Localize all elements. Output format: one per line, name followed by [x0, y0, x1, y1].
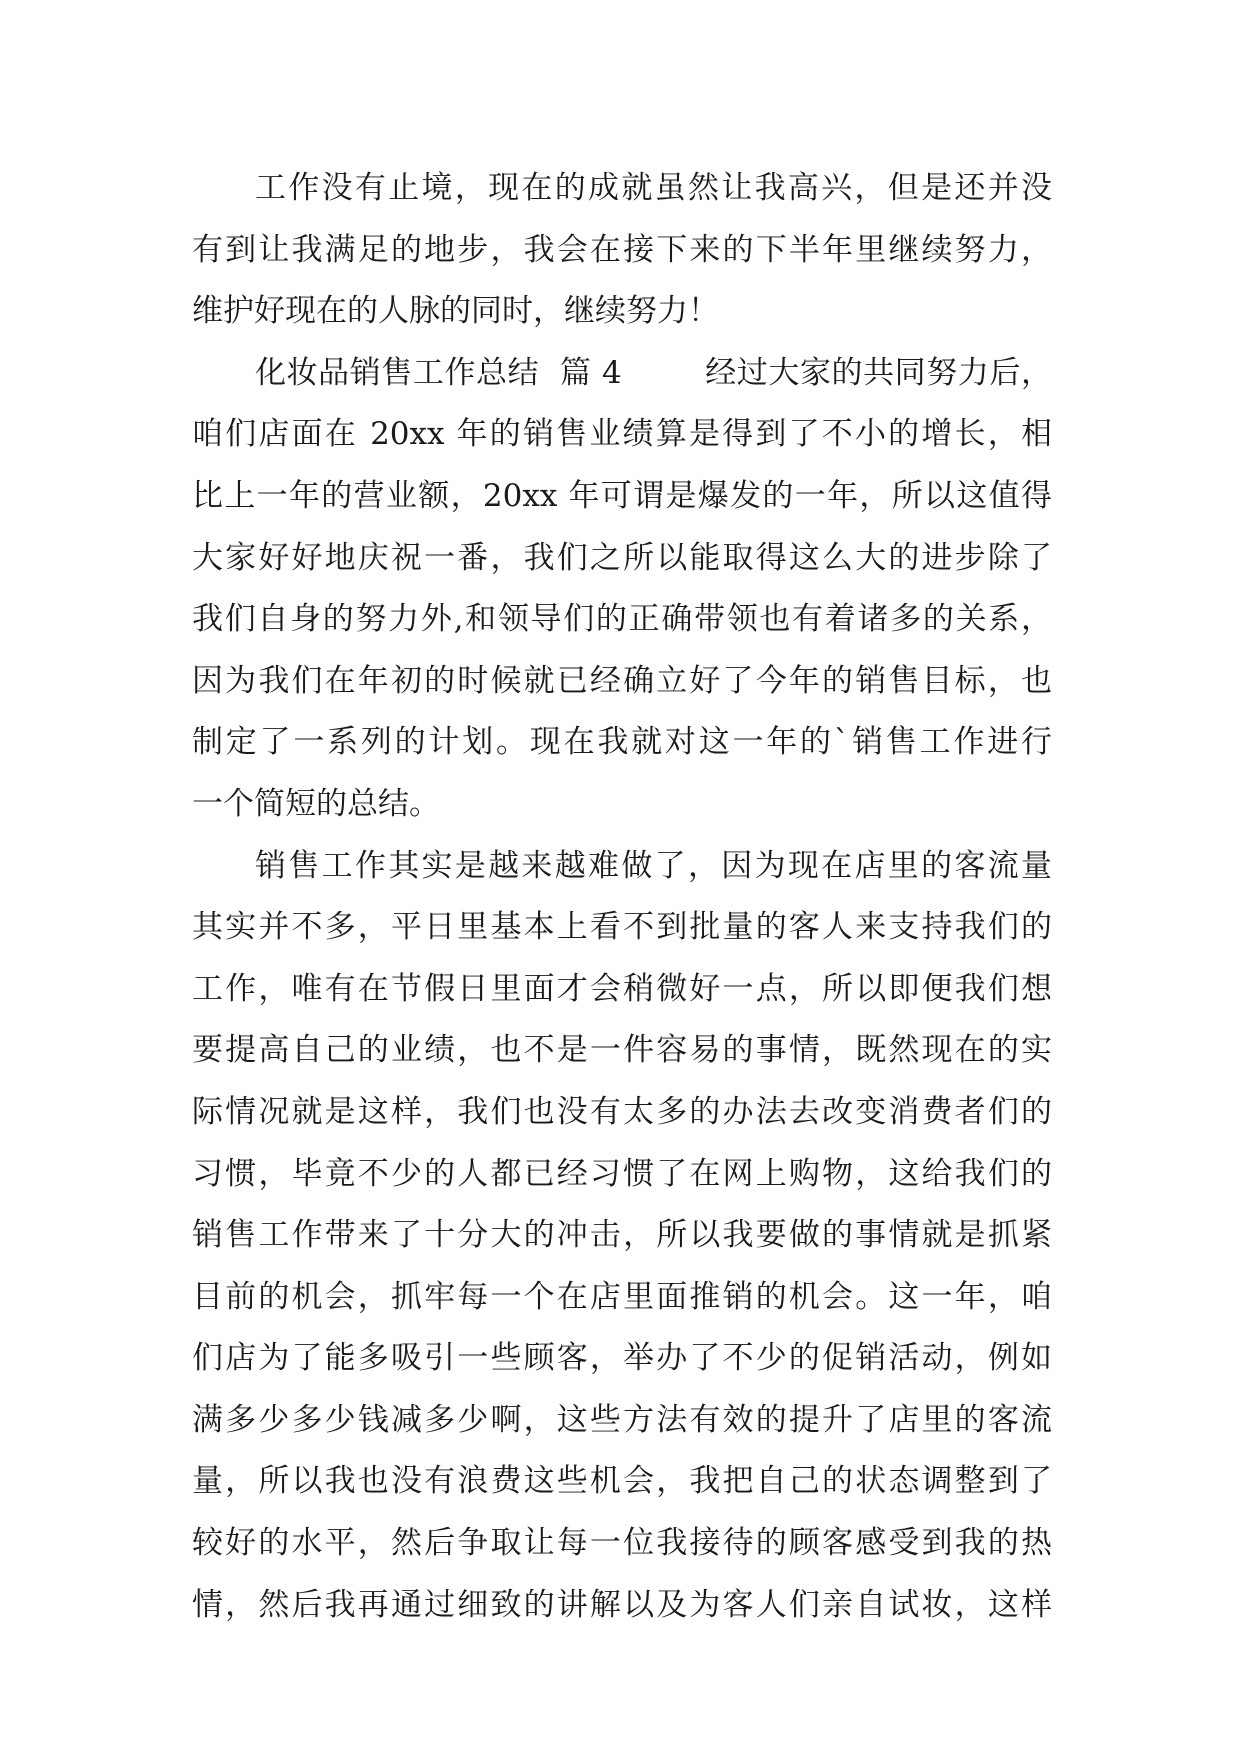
text-line: 销售工作其实是越来越难做了，因为现在店里的客流量 — [255, 847, 1052, 884]
text-line: 其实并不多，平日里基本上看不到批量的客人来支持我们的 — [192, 909, 1052, 946]
text-line: 工作，唯有在节假日里面才会稍微好一点，所以即便我们想 — [192, 970, 1052, 1007]
text-line: 要提高自己的业绩，也不是一件容易的事情，既然现在的实 — [192, 1032, 1052, 1069]
paragraph — [192, 158, 1052, 343]
text-line: 一个简短的总结。 — [192, 785, 440, 822]
text-line: 工作没有止境，现在的成就虽然让我高兴，但是还并没 — [255, 170, 1052, 206]
section-heading-line: 化妆品销售工作总结 篇 4 经过大家的共同努力后， — [255, 354, 1052, 391]
text-line: 大家好好地庆祝一番，我们之所以能取得这么大的进步除了 — [192, 539, 1052, 576]
text-line: 因为我们在年初的时候就已经确立好了今年的销售目标，也 — [192, 662, 1052, 699]
text-line: 比上一年的营业额，20xx 年可谓是爆发的一年，所以这值得 — [192, 477, 1052, 514]
text-line: 满多少多少钱减多少啊，这些方法有效的提升了店里的客流 — [192, 1401, 1052, 1438]
text-line: 咱们店面在 20xx 年的销售业绩算是得到了不小的增长，相 — [192, 416, 1052, 453]
document-body — [192, 158, 1052, 1636]
text-line: 量，所以我也没有浪费这些机会，我把自己的状态调整到了 — [192, 1463, 1052, 1500]
text-line: 习惯，毕竟不少的人都已经习惯了在网上购物，这给我们的 — [192, 1155, 1052, 1192]
text-line: 较好的水平，然后争取让每一位我接待的顾客感受到我的热 — [192, 1525, 1052, 1562]
text-line: 制定了一系列的计划。现在我就对这一年的`销售工作进行 — [192, 724, 1052, 761]
text-line: 们店为了能多吸引一些顾客，举办了不少的促销活动，例如 — [192, 1340, 1052, 1377]
text-line: 销售工作带来了十分大的冲击，所以我要做的事情就是抓紧 — [192, 1217, 1052, 1254]
paragraph — [192, 343, 1052, 836]
text-line: 情，然后我再通过细致的讲解以及为客人们亲自试妆，这样 — [192, 1586, 1052, 1623]
paragraph — [192, 836, 1052, 1637]
text-line: 我们自身的努力外,和领导们的正确带领也有着诸多的关系， — [192, 601, 1052, 638]
text-line: 际情况就是这样，我们也没有太多的办法去改变消费者们的 — [192, 1093, 1052, 1130]
text-line: 维护好现在的人脉的同时，继续努力！ — [192, 293, 719, 330]
text-line: 目前的机会，抓牢每一个在店里面推销的机会。这一年，咱 — [192, 1278, 1052, 1315]
text-line: 有到让我满足的地步，我会在接下来的下半年里继续努力， — [192, 231, 1052, 268]
